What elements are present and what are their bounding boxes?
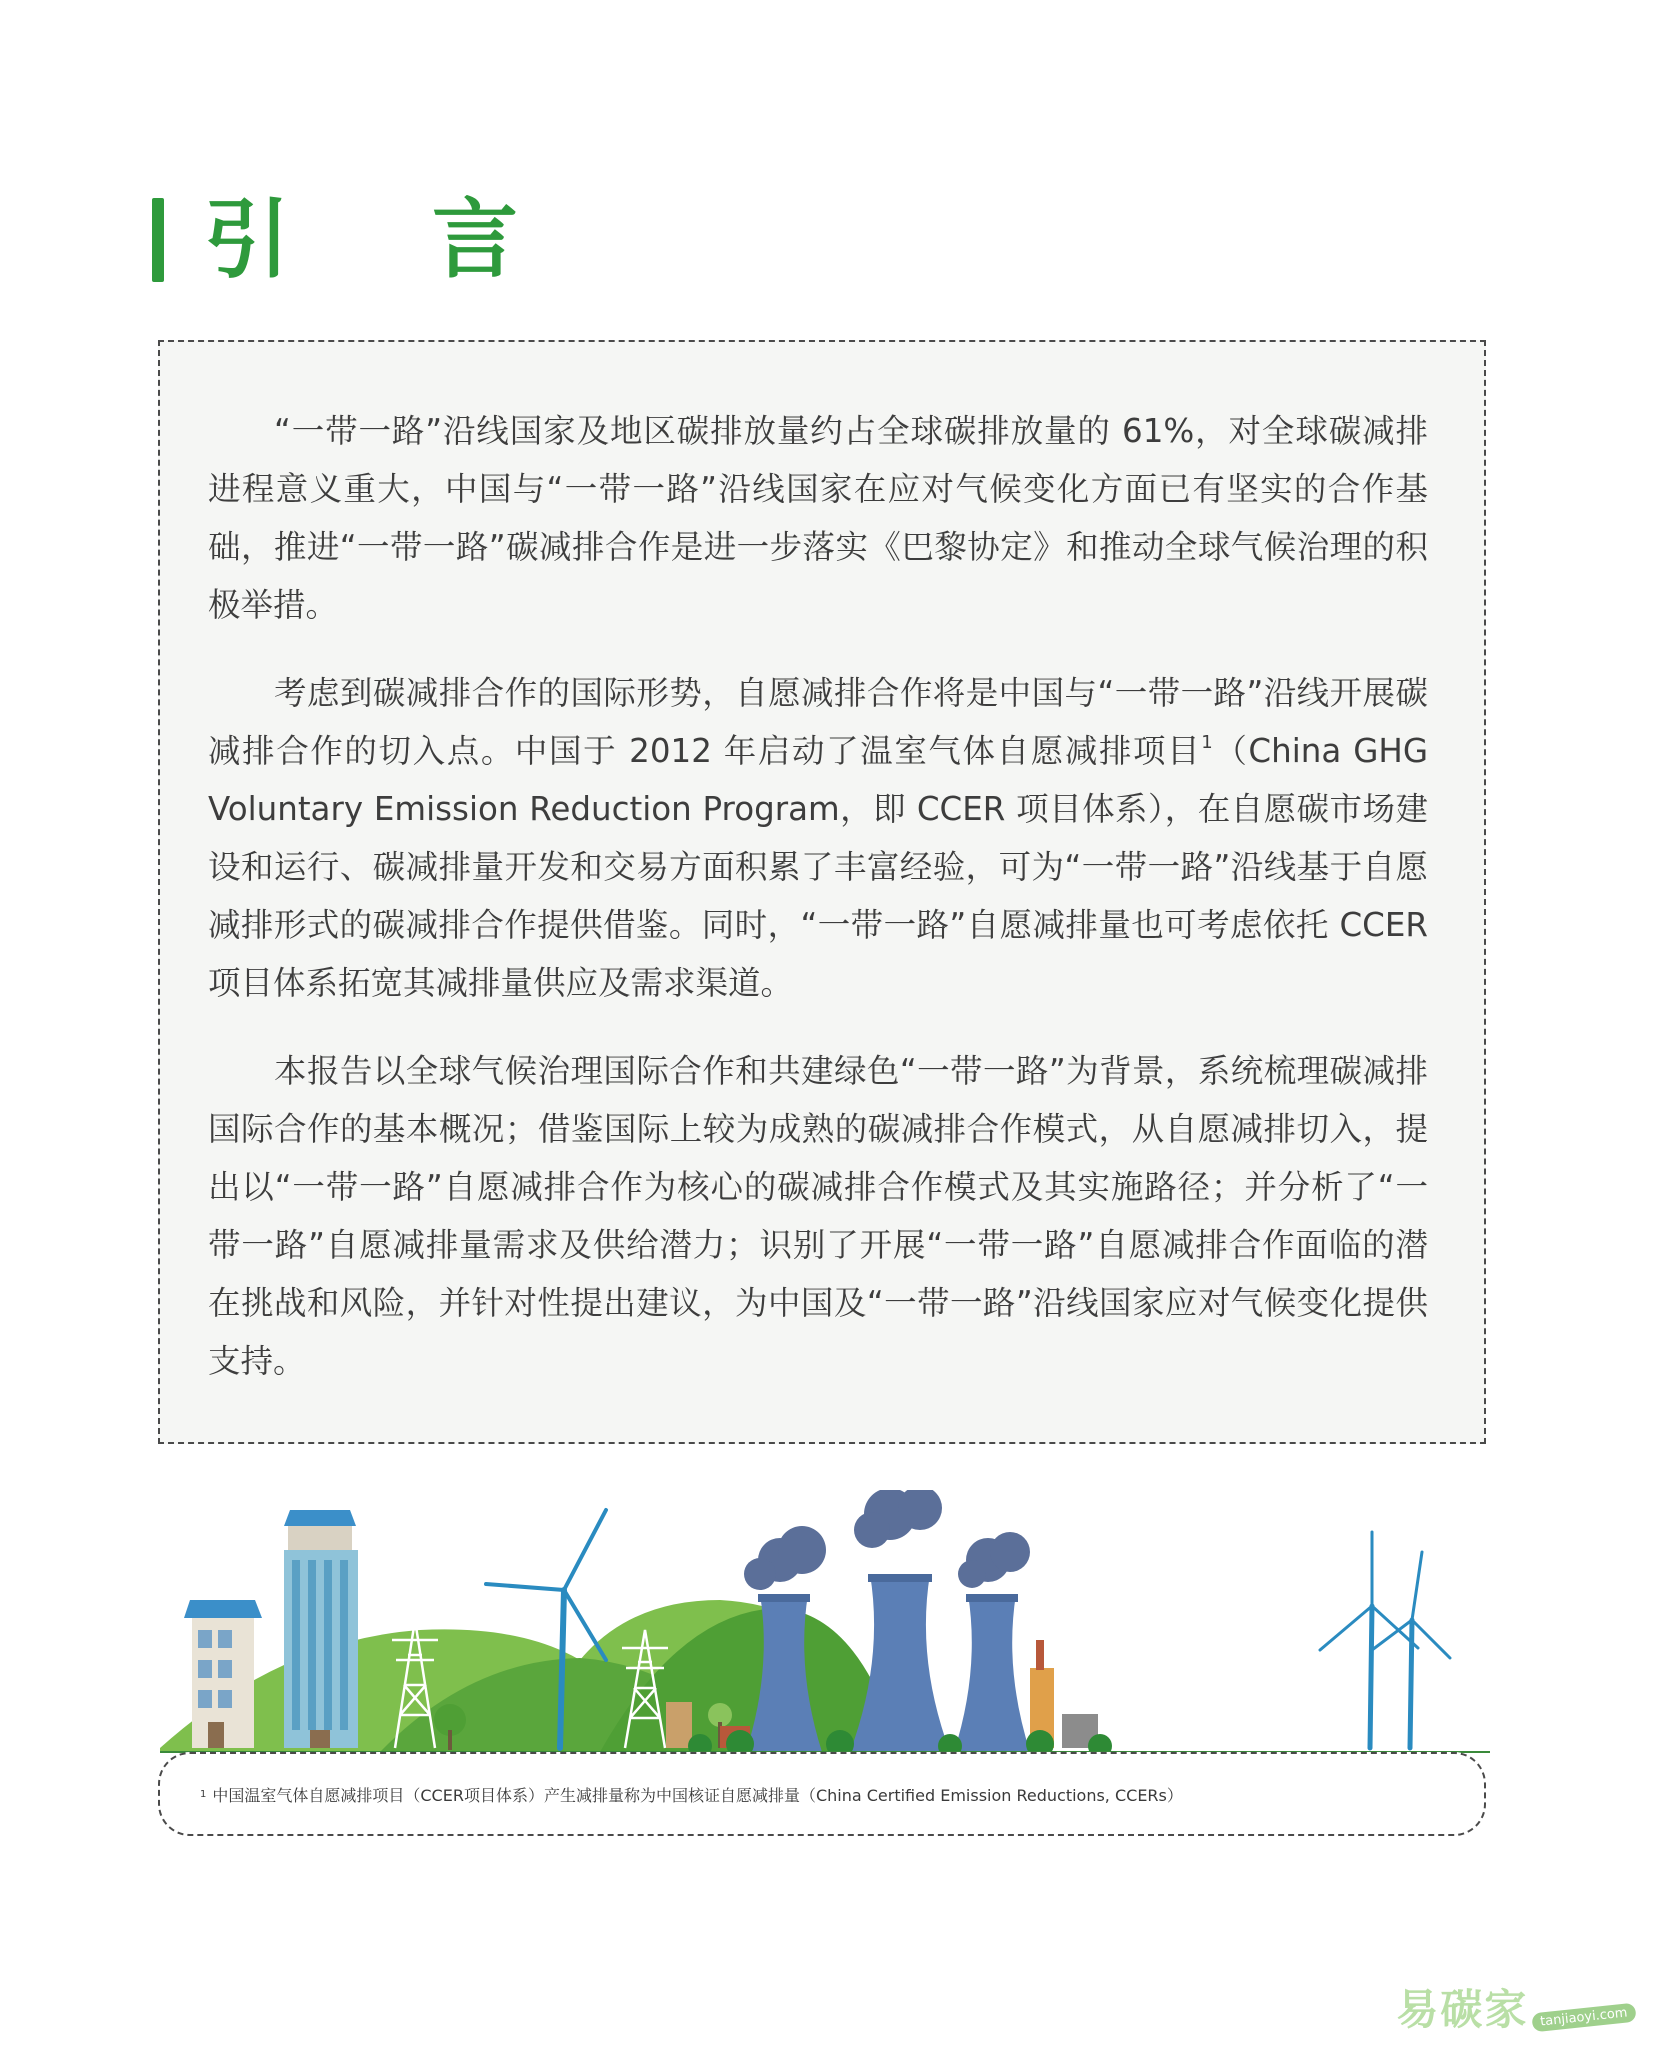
footnote-text: 中国温室气体自愿减排项目（CCER项目体系）产生减排量称为中国核证自愿减排量（China Certified Emission Reductions, CCERs） (212, 1785, 1183, 1805)
intro-text-box (158, 340, 1486, 1444)
section-heading (152, 190, 574, 290)
solar-building-icon (184, 1600, 262, 1748)
city-energy-illustration (160, 1490, 1490, 1760)
cooling-tower-icon (746, 1574, 1030, 1752)
page-title: 引 言 (204, 190, 574, 290)
intro-paragraph-2 (208, 664, 1428, 1012)
watermark-url: tanjiaoyi.com (1532, 2003, 1637, 2033)
watermark-text: 易碳家 (1396, 1985, 1529, 2034)
intro-paragraph-1: “一带一路”沿线国家及地区碳排放量约占全球碳排放量的 61%，对全球碳减排进程意义重大，中国与“一带一路”沿线国家在应对气候变化方面已有坚实的合作基础，推进“一带一路”碳减排合作是进一步落实《巴黎协定》和推动全球气候治理的积极举措。 (208, 412, 1428, 624)
wind-turbine-icon (1372, 1552, 1450, 1748)
footnote-box (158, 1752, 1486, 1836)
solar-building-icon (284, 1510, 358, 1748)
footnote-marker: 1 (200, 1788, 207, 1800)
wind-turbine-icon (1320, 1532, 1418, 1748)
footnote-reference[interactable]: 1 (1201, 732, 1213, 753)
intro-paragraph-2-part-2: （China GHG Voluntary Emission Reduction Program，即 CCER 项目体系），在自愿碳市场建设和运行、碳减排量开发和交易方面积累了丰富经验，可为“一带一路”沿线基于自愿减排形式的碳减排合作提供借鉴。同时，“一带一路”自愿减排量也可考虑依托 CCER 项目体系拓宽其减排量供应及需求渠道。 (208, 732, 1428, 1002)
watermark-logo (1396, 1977, 1636, 2037)
intro-paragraph-3: 本报告以全球气候治理国际合作和共建绿色“一带一路”为背景，系统梳理碳减排国际合作的基本概况；借鉴国际上较为成熟的碳减排合作模式，从自愿减排切入，提出以“一带一路”自愿减排合作为核心的碳减排合作模式及其实施路径；并分析了“一带一路”自愿减排量需求及供给潜力；识别了开展“一带一路”自愿减排合作面临的潜在挑战和风险，并针对性提出建议，为中国及“一带一路”沿线国家应对气候变化提供支持。 (208, 1052, 1428, 1380)
heading-accent-bar (152, 198, 164, 282)
intro-paragraph-2-part-1: 考虑到碳减排合作的国际形势，自愿减排合作将是中国与“一带一路”沿线开展碳减排合作的切入点。中国于 2012 年启动了温室气体自愿减排项目 (208, 674, 1428, 770)
